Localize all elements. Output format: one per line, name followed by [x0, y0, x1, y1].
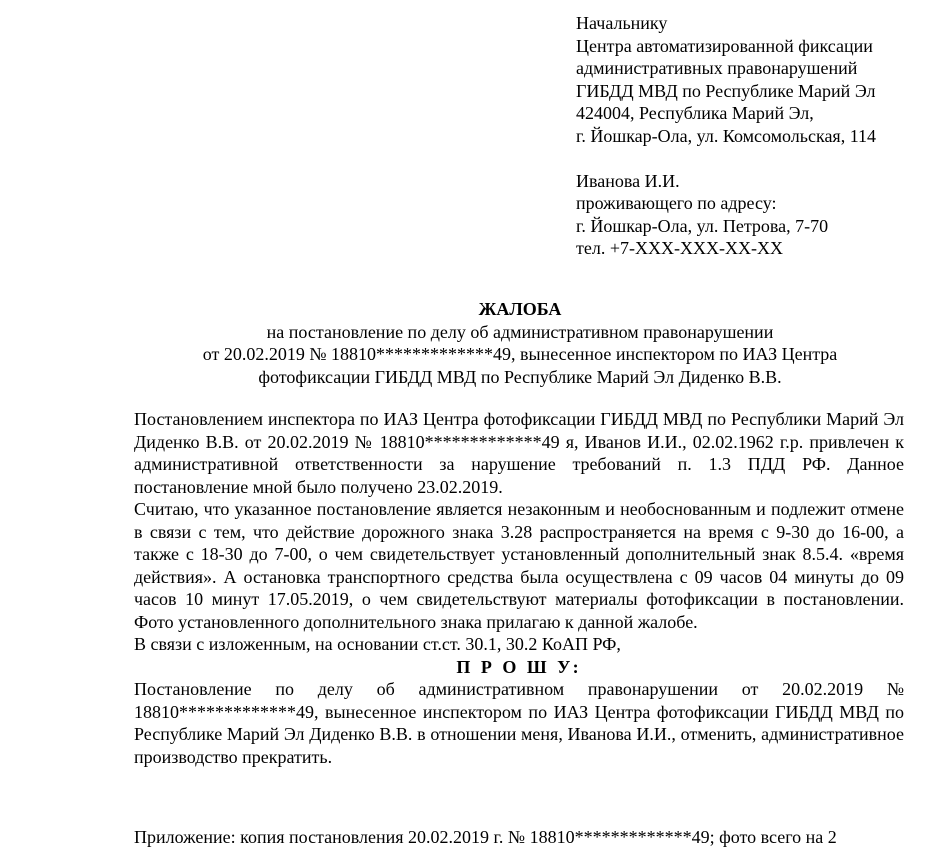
recipient-line: Начальнику [576, 13, 668, 33]
spacer [576, 147, 936, 170]
address-block [576, 12, 936, 260]
attachment-line: Приложение: копия постановления 20.02.2019 г. № 18810*************49; фото всего на 2 [134, 827, 837, 847]
title-subtitle: от 20.02.2019 № 18810*************49, вынесенное инспектором по ИАЗ Центра [202, 344, 838, 364]
body-paragraph: Считаю, что указанное постановление является незаконным и необоснованным и подлежит отмене в связи с тем, что действие дорожного знака 3.28 распространяется на время с 9-30 до 16-00, а также с 18-30 до 7-00, о чем свидетельствует установленный дополнительный знак 8.5.4. «время действия». А остановка транспортного средства была осуществлена с 09 часов 04 минуты до 09 часов 10 минут 17.05.2019, о чем свидетельствуют материалы фотофиксации в постановлении. Фото установленного дополнительного знака прилагаю к данной жалобе. [134, 499, 904, 632]
recipient-line: г. Йошкар-Ола, ул. Комсомольская, 114 [576, 125, 877, 146]
sender-line: г. Йошкар-Ола, ул. Петрова, 7-70 [576, 215, 829, 236]
body-paragraph: В связи с изложенным, на основании ст.ст. 30.1, 30.2 КоАП РФ, [134, 634, 621, 654]
recipient-line: ГИБДД МВД по Республике Марий Эл [576, 80, 876, 101]
title-subtitle: фотофиксации ГИБДД МВД по Республике Марий Эл Диденко В.В. [258, 366, 782, 387]
sender-line: тел. +7-ХХХ-ХХХ-ХХ-ХХ [576, 238, 783, 258]
request-heading: П Р О Ш У: [456, 656, 582, 677]
body-paragraph: Постановлением инспектора по ИАЗ Центра фотофиксации ГИБДД МВД по Республики Марий Эл Диденко В.В. от 20.02.2019 № 18810*************49 я, Иванов И.И., 02.02.1962 г.р. привлечен к административной ответственности за нарушение требований п. 1.3 ПДД РФ. Данное постановление мной было получено 23.02.2019. [134, 409, 904, 497]
recipient-line: Центра автоматизированной фиксации [576, 35, 873, 56]
document-title [100, 298, 940, 388]
request-paragraph: Постановление по делу об административном правонарушении от 20.02.2019 № 18810*************49, вынесенное инспектором по ИАЗ Центра фотофиксации ГИБДД МВД по Республике Марий Эл Диденко В.В. в отношении меня, Иванова И.И., отменить, административное производство прекратить. [134, 679, 904, 767]
title-heading: ЖАЛОБА [478, 299, 562, 319]
sender-line: Иванова И.И. [576, 170, 680, 191]
title-subtitle: на постановление по делу об административном правонарушении [266, 321, 774, 342]
sender-line: проживающего по адресу: [576, 193, 777, 213]
recipient-line: 424004, Республика Марий Эл, [576, 103, 814, 123]
recipient-line: административных правонарушений [576, 58, 858, 78]
document-body [134, 408, 904, 768]
